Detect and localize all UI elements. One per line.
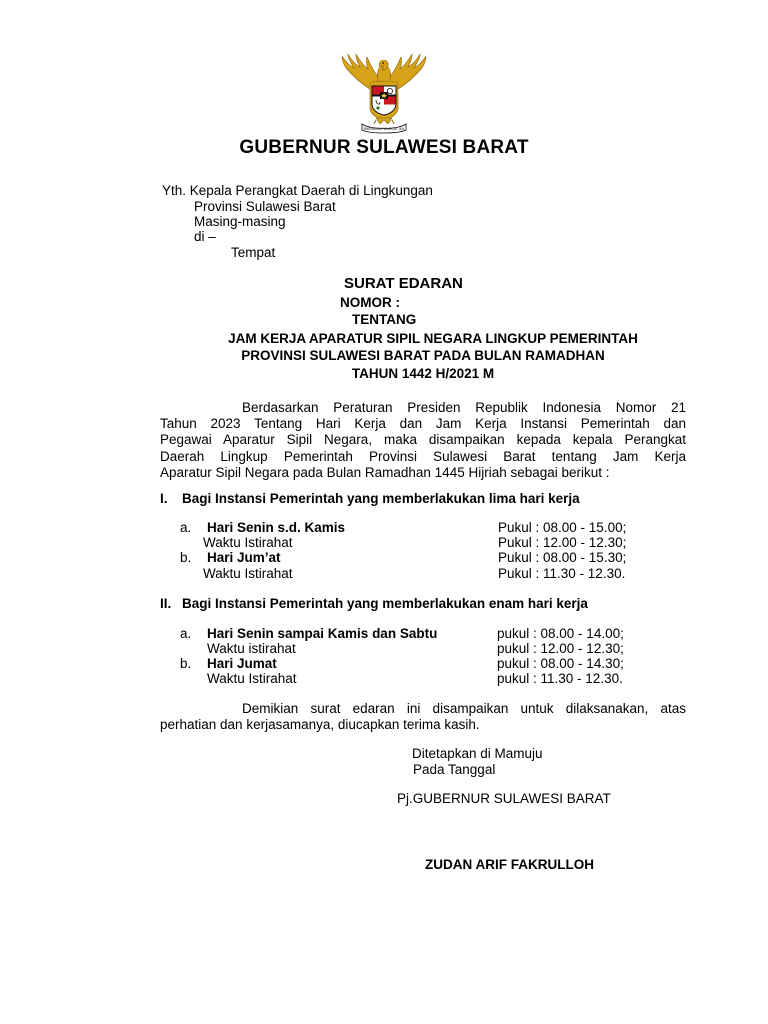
schedule-label: Waktu Istirahat <box>203 535 293 550</box>
addressee-line: Yth. Kepala Perangkat Daerah di Lingkungan <box>162 183 433 198</box>
schedule-time: pukul : 12.00 - 12.30; <box>497 641 624 656</box>
signature-date-label: Pada Tanggal <box>413 762 496 777</box>
schedule-time: pukul : 08.00 - 14.00; <box>497 626 624 641</box>
addressee-line: Masing-masing <box>194 214 286 229</box>
subject-line: JAM KERJA APARATUR SIPIL NEGARA LINGKUP PEMERINTAH <box>228 331 638 346</box>
schedule-time: pukul : 11.30 - 12.30. <box>497 671 623 686</box>
schedule-label: Hari Senin sampai Kamis dan Sabtu <box>207 626 438 641</box>
intro-line: Pegawai Aparatur Sipil Negara, maka disampaikan kepada kepala Perangkat <box>160 432 686 448</box>
garuda-emblem <box>336 52 432 134</box>
section-title: Bagi Instansi Pemerintah yang memberlakukan lima hari kerja <box>182 491 580 506</box>
addressee-line: Provinsi Sulawesi Barat <box>194 199 336 214</box>
section-numeral: II. <box>160 596 172 611</box>
signatory-name: ZUDAN ARIF FAKRULLOH <box>425 857 594 872</box>
schedule-label: Hari Senin s.d. Kamis <box>207 520 346 535</box>
schedule-label: Hari Jumat <box>207 656 277 671</box>
schedule-label: Waktu Istirahat <box>207 671 297 686</box>
addressee-line: Tempat <box>231 245 276 260</box>
intro-line: Aparatur Sipil Negara pada Bulan Ramadhan 1445 Hijriah sebagai berikut : <box>160 464 610 480</box>
letter-heading: GUBERNUR SULAWESI BARAT <box>239 137 529 158</box>
schedule-time: Pukul : 12.00 - 12.30; <box>498 535 627 550</box>
letter-about-label: TENTANG <box>352 312 417 327</box>
row-marker: b. <box>180 656 192 671</box>
intro-line: Berdasarkan Peraturan Presiden Republik Indonesia Nomor 21 <box>242 400 686 415</box>
schedule-time: Pukul : 08.00 - 15.00; <box>498 520 627 535</box>
letter-type: SURAT EDARAN <box>344 275 463 292</box>
schedule-time: pukul : 08.00 - 14.30; <box>497 656 624 671</box>
schedule-label: Hari Jum’at <box>207 550 281 565</box>
emblem-ribbon-text: BHINNEKA TUNGGAL IKA <box>363 127 405 132</box>
section-title: Bagi Instansi Pemerintah yang memberlakukan enam hari kerja <box>182 596 588 611</box>
closing-paragraph <box>160 701 686 733</box>
intro-paragraph <box>160 400 686 481</box>
closing-line: Demikian surat edaran ini disampaikan untuk dilaksanakan, atas <box>242 701 686 716</box>
section-numeral: I. <box>160 491 168 506</box>
schedule-time: Pukul : 11.30 - 12.30. <box>498 566 626 581</box>
schedule-label: Waktu Istirahat <box>203 566 293 581</box>
intro-line: Daerah Lingkup Pemerintah Provinsi Sulawesi Barat tentang Jam Kerja <box>160 448 686 464</box>
letter-number-label: NOMOR : <box>340 295 400 310</box>
subject-line: PROVINSI SULAWESI BARAT PADA BULAN RAMADHAN <box>241 348 605 363</box>
closing-line: perhatian dan kerjasamanya, diucapkan terima kasih. <box>160 717 480 733</box>
signature-office: Pj.GUBERNUR SULAWESI BARAT <box>397 791 611 806</box>
row-marker: b. <box>180 550 192 565</box>
row-marker: a. <box>180 626 192 641</box>
addressee-line: di – <box>194 229 216 244</box>
intro-line: Tahun 2023 Tentang Hari Kerja dan Jam Kerja Instansi Pemerintah dan <box>160 416 686 432</box>
subject-line: TAHUN 1442 H/2021 M <box>351 366 495 381</box>
schedule-time: Pukul : 08.00 - 15.30; <box>498 550 627 565</box>
schedule-label: Waktu istirahat <box>207 641 296 656</box>
row-marker: a. <box>180 520 192 535</box>
signature-place: Ditetapkan di Mamuju <box>412 746 543 761</box>
